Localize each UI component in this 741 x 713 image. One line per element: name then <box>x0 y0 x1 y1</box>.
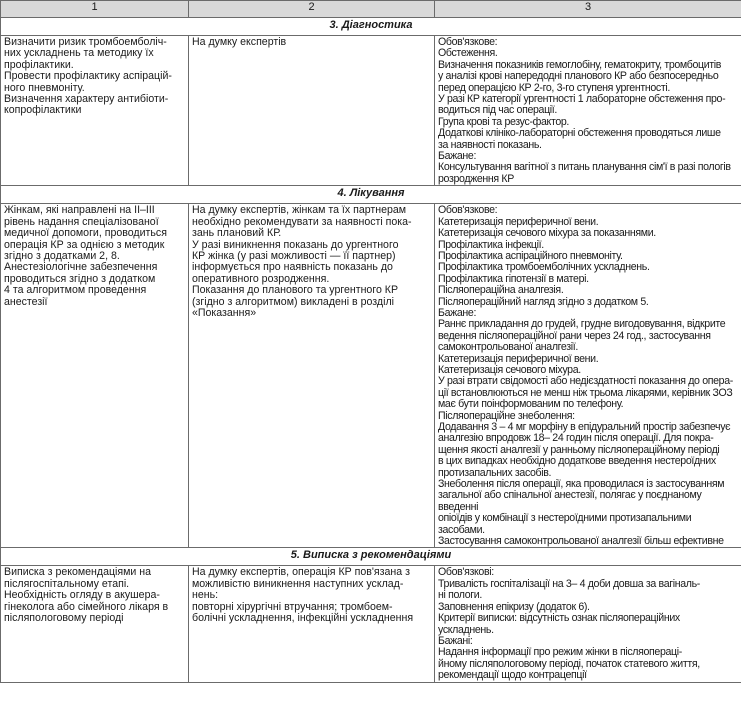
text-line: Післяопераційне знеболення: <box>438 409 575 422</box>
text-line: рівень надання спеціалізованої <box>4 215 159 228</box>
text-line: медичної допомоги, проводиться <box>4 227 167 240</box>
text-line: ного пневмоніту. <box>4 81 85 94</box>
text-line: У разі виникнення показань до ургентного <box>192 238 399 251</box>
text-line: Визначення характеру антибіоти- <box>4 93 169 106</box>
text-line: них ускладнень та методику їх <box>4 47 154 60</box>
text-line: Додаткові клініко-лабораторні обстеження проводяться лише <box>438 127 721 140</box>
text-line: післяпологовому періоді <box>4 612 124 625</box>
section-header-row-diagnostics <box>1 18 741 36</box>
text-line: Бажані: <box>438 634 473 647</box>
text-line: 4 та алгоритмом проведення <box>4 284 147 297</box>
text-line: Обов'язкові: <box>438 566 494 579</box>
text-line: Профілактика інфекції. <box>438 238 544 251</box>
section-header-row-treatment <box>1 186 741 204</box>
text-line: Надання інформації про режим жінки в післяопераці- <box>438 646 682 659</box>
text-line: Тривалість госпіталізації на 3– 4 доби довша за вагіналь- <box>438 577 700 590</box>
text-line: Заповнення епікризу (додаток 6). <box>438 600 590 613</box>
text-line: загальної або спінальної анестезії, полягає у поєднаному введенні <box>438 489 702 513</box>
text-line: водиться під час операції. <box>438 104 557 117</box>
text-line: в цих випадках необхідно додаткове введення нестероїдних <box>438 455 716 468</box>
text-line: операція КР за однією з методик <box>4 238 165 251</box>
text-line: оперативного розродження. <box>192 272 330 285</box>
indicators-cell <box>435 204 741 548</box>
rationale-cell <box>189 204 435 548</box>
text-line: Необхідність огляду в акушера- <box>4 589 160 602</box>
provider-actions-cell <box>1 36 189 186</box>
provider-actions-cell <box>1 204 189 548</box>
text-line: Катетеризація сечового міхура. <box>438 363 581 376</box>
text-line: Профілактика тромбоемболічних ускладнень. <box>438 261 650 274</box>
text-line: «Показання» <box>192 306 257 319</box>
text-line: розродження КР <box>438 172 514 185</box>
text-line: ції встановлюються не менш ніж трьома лікарями, керівник ЗОЗ <box>438 386 733 399</box>
text-line: Провести профілактику аспірацій- <box>4 70 172 83</box>
text-line: згідно з додатками 2, 8. <box>4 249 120 262</box>
text-line: Бажане: <box>438 150 477 163</box>
text-line: Визначити ризик тромбоемболіч- <box>4 36 167 48</box>
column-header-3: 3 <box>435 1 741 18</box>
column-header-1: 1 <box>1 1 189 18</box>
text-line: У разі КР категорії ургентності 1 лабораторне обстеження про- <box>438 93 726 106</box>
text-line: профілактики. <box>4 58 74 71</box>
indicators-cell <box>435 36 741 186</box>
text-line: ні пологи. <box>438 589 482 602</box>
text-line: протизапальних засобів. <box>438 466 552 479</box>
text-line: Обов'язкове: <box>438 204 498 217</box>
text-line: ускладнень. <box>438 623 494 636</box>
text-line: йному післяпологовому періоді, початок статевого життя, <box>438 657 700 670</box>
text-line: нень: <box>192 589 219 602</box>
text-line: Група крові та резус-фактор. <box>438 115 570 128</box>
text-line: На думку експертів, жінкам та їх партнерам <box>192 204 407 217</box>
section-header-row-discharge <box>1 548 741 566</box>
text-line: Післяопераційний нагляд згідно з додатком 5. <box>438 295 649 308</box>
rationale-cell <box>189 566 435 682</box>
text-line: Консультування вагітної з питань планування сім'ї в разі пологів <box>438 161 731 174</box>
text-line: самоконтрольованої аналгезії. <box>438 341 578 354</box>
text-line: Катетеризація периферичної вени. <box>438 352 599 365</box>
text-line: необхідно рекомендувати за наявності пока- <box>192 215 412 228</box>
text-line: рекомендації щодо контрацепції <box>438 669 587 682</box>
text-line: болічні ускладнення, інфекційні ускладнення <box>192 612 414 625</box>
text-line: щення якості аналгезії у ранньому післяопераційному періоді <box>438 443 720 456</box>
rationale-cell <box>189 36 435 186</box>
text-line: Визначення показників гемоглобіну, гематокриту, тромбоцитів <box>438 58 722 71</box>
text-line: можливістю виникнення наступних усклад- <box>192 577 404 590</box>
text-line: проводиться згідно з додатком <box>4 272 156 285</box>
provider-actions-cell <box>1 566 189 682</box>
text-line: Додавання 3 – 4 мг морфіну в епідуральний простір забезпечує <box>438 421 731 433</box>
text-line: Знеболення після операції, яка проводилася із застосуванням <box>438 478 725 491</box>
text-line: Бажане: <box>438 306 477 319</box>
text-line: Виписка з рекомендаціями на <box>4 566 152 579</box>
text-line: повторні хірургічні втручання; тромбоем- <box>192 600 393 613</box>
column-header-2: 2 <box>189 1 435 18</box>
text-line: ведення післяопераційної рани через 24 год., застосування <box>438 329 711 342</box>
text-line: Катетеризація периферичної вени. <box>438 215 599 228</box>
text-line: Застосування самоконтрольованої аналгезії більш ефективне <box>438 535 724 548</box>
section-content-row-discharge <box>1 566 741 682</box>
text-line: опіоїдів у комбінації з нестероїдними протизапальними засобами. <box>438 512 692 536</box>
text-line: Показання до планового та ургентного КР <box>192 284 399 297</box>
text-line: післягоспітальному етапі. <box>4 577 130 590</box>
text-line: Катетеризація сечового міхура за показаннями. <box>438 227 656 240</box>
text-line: Післяопераційна аналгезія. <box>438 284 564 297</box>
text-line: Обстеження. <box>438 47 498 60</box>
text-line: Критерії виписки: відсутність ознак післяопераційних <box>438 612 680 625</box>
section-content-row-treatment <box>1 204 741 548</box>
text-line: Профілактика гіпотензії в матері. <box>438 272 589 285</box>
text-line: У разі втрати свідомості або недієздатності показання до опера- <box>438 375 733 388</box>
text-line: На думку експертів, операція КР пов'язана з <box>192 566 410 579</box>
text-line: Профілактика аспіраційного пневмоніту. <box>438 249 623 262</box>
text-line: за наявності показань. <box>438 138 542 151</box>
text-line: На думку експертів <box>192 36 287 48</box>
text-line: Жінкам, які направлені на II–III <box>4 204 155 217</box>
text-line: гінеколога або сімейного лікаря в <box>4 600 169 613</box>
text-line: аналгезію впродовж 18– 24 годин після операції. Для покра- <box>438 432 714 445</box>
text-line: копрофілактики <box>4 104 82 117</box>
header-row <box>1 1 741 18</box>
text-line: перед операцією КР 2-го, 3-го ступеня ургентності. <box>438 81 670 94</box>
text-line: (згідно з алгоритмом) викладені в розділі <box>192 295 394 308</box>
text-line: анестезії <box>4 295 48 308</box>
section-title: 5. Виписка з рекомендаціями <box>1 548 741 566</box>
text-line: Обов'язкове: <box>438 36 498 48</box>
text-line: у аналізі крові напередодні планового КР або безпосередньо <box>438 70 719 83</box>
text-line: Анестезіологічне забезпечення <box>4 261 158 274</box>
text-line: інформується про наявність показань до <box>192 261 393 274</box>
table-body <box>1 18 741 683</box>
text-line: має бути поінформованим по телефону. <box>438 398 624 411</box>
section-content-row-diagnostics <box>1 36 741 186</box>
indicators-cell <box>435 566 741 682</box>
section-title: 3. Діагностика <box>1 18 741 36</box>
text-line: КР жінка (у разі можливості — її партнер) <box>192 249 396 262</box>
section-title: 4. Лікування <box>1 186 741 204</box>
text-line: зань плановий КР. <box>192 227 282 240</box>
text-line: Раннє прикладання до грудей, грудне вигодовування, відкрите <box>438 318 726 331</box>
